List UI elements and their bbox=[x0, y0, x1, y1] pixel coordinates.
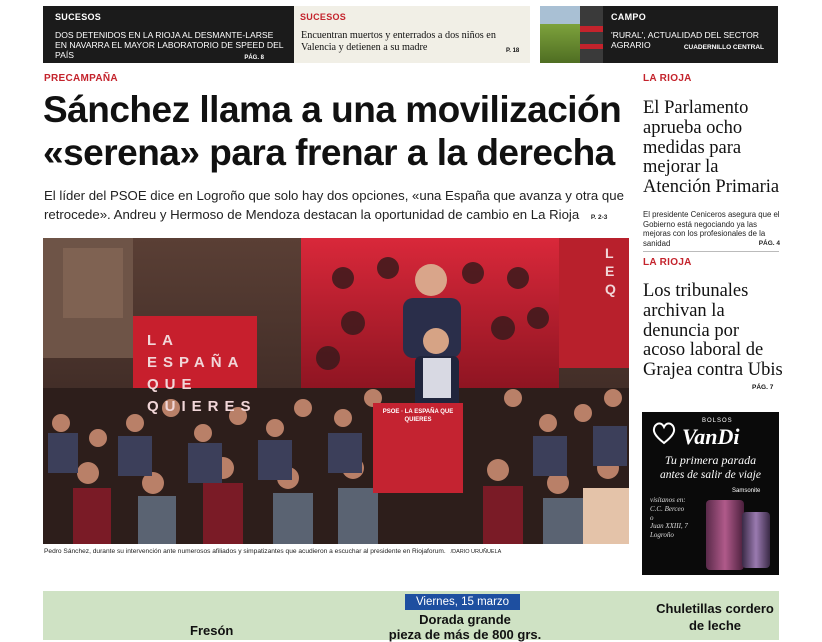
ad-addr2: Juan XXIII, 7 bbox=[650, 522, 688, 531]
ad-city: Logroño bbox=[650, 531, 674, 540]
ad-visit: visítanos en: bbox=[650, 496, 686, 504]
sidebar-story2-headline[interactable]: Los tribunales archivan la denuncia por acoso laboral de Grajea contra Ubis bbox=[643, 281, 783, 381]
top-teaser-sucesos-1[interactable] bbox=[43, 6, 294, 63]
caption-text: Pedro Sánchez, durante su intervención ante numerosos afiliados y simpatizantes que acudieron a escuchar al presidente en Riojaforum. bbox=[44, 548, 446, 555]
caption-credit: /DARIO URUÑUELA bbox=[450, 549, 502, 555]
ad-address bbox=[650, 496, 710, 540]
heart-icon bbox=[651, 420, 677, 446]
ad-item-right bbox=[640, 600, 790, 634]
cover-red-band bbox=[580, 26, 603, 32]
ad-center-line2: pieza de más de 800 grs. bbox=[388, 627, 542, 642]
sidebar-story1-summary bbox=[643, 210, 780, 248]
cover-side-column bbox=[580, 6, 603, 63]
teaser-page: CUADERNILLO CENTRAL bbox=[683, 44, 764, 51]
ad-date-badge: Viernes, 15 marzo bbox=[405, 594, 520, 610]
teaser-page: PÁG. 8 bbox=[244, 55, 264, 61]
top-teaser-sucesos-2[interactable] bbox=[294, 6, 530, 63]
ad-tagline-1: Tu primera parada bbox=[664, 453, 757, 467]
campo-cover-thumbnail[interactable] bbox=[540, 6, 603, 63]
sidebar-story2-page: PÁG. 7 bbox=[752, 384, 774, 391]
ad-item-left: Fresón bbox=[190, 623, 234, 638]
suitcase-icon-small bbox=[742, 512, 770, 568]
vandi-ad[interactable] bbox=[642, 412, 779, 575]
headline-line-2: «serena» para frenar a la derecha bbox=[43, 132, 615, 173]
cover-field bbox=[540, 24, 580, 63]
ad-tagline-2: antes de salir de viaje bbox=[660, 469, 761, 481]
sidebar-divider bbox=[643, 251, 779, 252]
sidebar-kicker-1: LA RIOJA bbox=[643, 73, 692, 84]
podium-text: PSOE · LA ESPAÑA QUE QUIERES bbox=[382, 409, 454, 423]
main-headline[interactable] bbox=[43, 88, 643, 174]
rally-scene bbox=[43, 238, 629, 544]
subhead-page: P. 2-3 bbox=[590, 214, 608, 221]
teaser-text: 'RURAL', ACTUALIDAD DEL SECTOR AGRARIO bbox=[611, 30, 759, 50]
ad-right-line1: Chuletillas cordero bbox=[656, 601, 774, 616]
teaser-section-label: SUCESOS bbox=[300, 12, 347, 22]
ad-right-line2: de leche bbox=[688, 618, 742, 633]
teaser-page: P. 18 bbox=[506, 48, 520, 54]
banner-text-side: LEQ bbox=[605, 245, 616, 297]
main-kicker: PRECAMPAÑA bbox=[44, 73, 118, 84]
ad-center-line1: Dorada grande bbox=[419, 612, 511, 627]
main-photo[interactable] bbox=[43, 238, 629, 544]
photo-caption bbox=[44, 548, 630, 556]
ad-addr-or: o bbox=[650, 513, 654, 522]
headline-line-1: Sánchez llama a una movilización bbox=[43, 89, 622, 130]
ad-addr1: C.C. Berceo bbox=[650, 504, 685, 513]
sidebar-story1-headline[interactable]: El Parlamento aprueba ocho medidas para mejorar la Atención Primaria bbox=[643, 98, 780, 198]
ad-item-center bbox=[360, 612, 570, 642]
summary-text: El presidente Ceniceros asegura que el Gobierno está negociando ya las mejoras con los profesionales de la sanidad bbox=[643, 210, 780, 248]
cover-red-band-2 bbox=[580, 44, 603, 49]
teaser-section-label: CAMPO bbox=[611, 12, 646, 22]
teaser-text: Encuentran muertos y enterrados a dos niños en Valencia y detienen a su madre bbox=[301, 30, 496, 53]
ad-luggage-brand: Samsonite bbox=[732, 488, 761, 494]
top-teaser-campo[interactable] bbox=[603, 6, 778, 63]
main-subhead bbox=[44, 186, 632, 227]
suitcase-icon-large bbox=[706, 500, 744, 570]
teaser-section-label: SUCESOS bbox=[55, 12, 102, 22]
sidebar-kicker-2: LA RIOJA bbox=[643, 257, 692, 268]
ad-brand: VanDi bbox=[682, 424, 740, 449]
teaser-text: DOS DETENIDOS EN LA RIOJA AL DESMANTE-LARSE EN NAVARRA EL MAYOR LABORATORIO DE SPEED DEL PAÍS bbox=[55, 30, 284, 60]
banner-text-left: LA ESPAÑA QUE QUIERES bbox=[147, 332, 257, 415]
subhead-text: El líder del PSOE dice en Logroño que solo hay dos opciones, «una España que avanza y otra que retrocede». Andreu y Hermoso de Mendoza destacan la oportunidad de cambio en La Rioja bbox=[44, 188, 624, 222]
ad-small-brand: BOLSOS bbox=[702, 418, 733, 424]
summary-page: PÁG. 4 bbox=[758, 239, 780, 247]
